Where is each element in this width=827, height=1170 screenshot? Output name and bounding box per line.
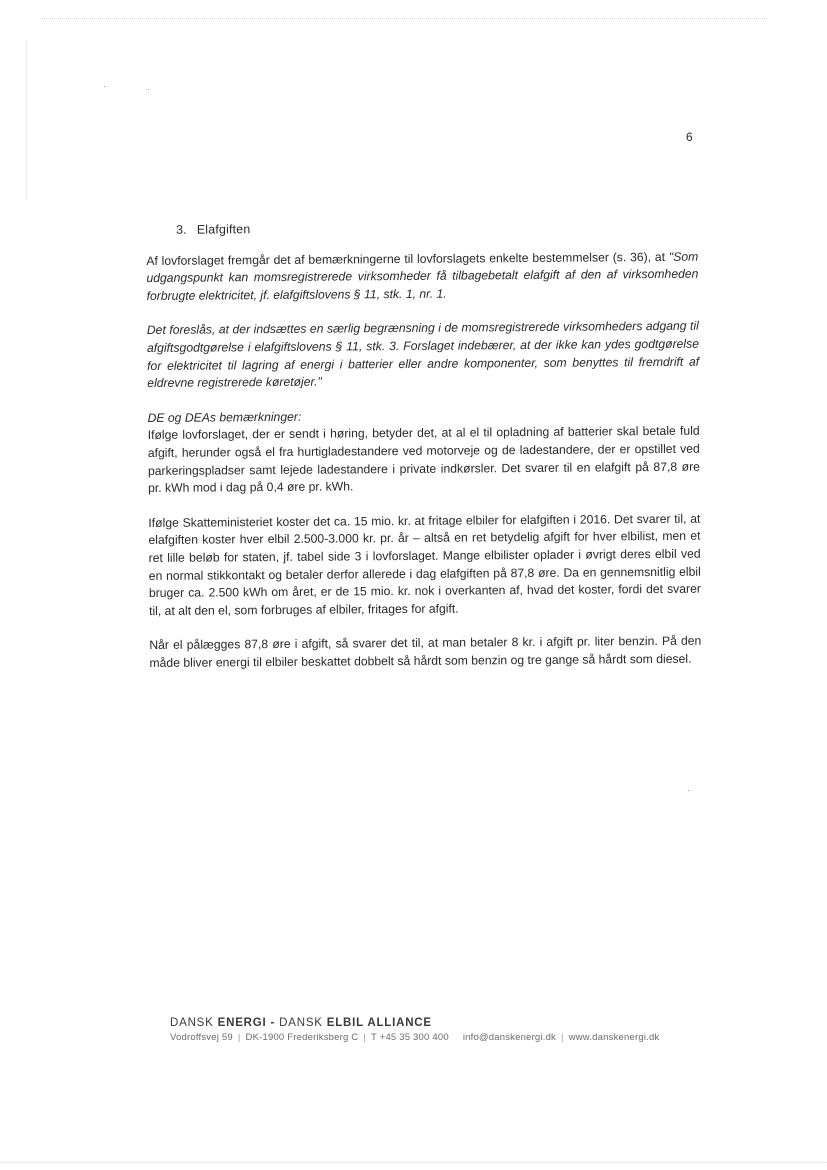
brand-word: ELBIL ALLIANCE [326,1017,432,1029]
paragraph-cost: Ifølge Skatteministeriet koster det ca. 15 mio. kr. at fritage elbiler for elafgiften i 2016. Det svarer til, at elafgiften koster hver elbil 2.500-3.000 kr. pr. år – altså en ret betydelig afgift for hver elbilist, men et ret lille beløb for staten, jf. tabel side 3 i lovforslaget. Mange elbilister oplader i øvrigt deres elbil ved en normal stikkontakt og betaler derfor allerede i dag elafgiften på 87,8 øre. Da en gennemsnitlig elbil bruger ca. 2.500 kWh om året, er de 15 mio. kr. nok i overkanten af, hvad det koster, fordi det svarer til, at alt den el, som forbruges af elbiler, fritages for afgift. [148,511,701,618]
paragraph-remarks [147,405,700,497]
scan-edge-bottom [0,1162,827,1163]
brand-word: DANSK [170,1017,218,1029]
brand-word: DANSK [279,1017,327,1029]
page-number: 6 [686,130,693,144]
footer-phone: T +45 35 300 400 [371,1032,449,1043]
scan-edge-left [26,40,27,200]
footer-address: Vodroffsvej 59 [170,1032,233,1043]
scan-edge-top [40,18,767,19]
paragraph-intro: Af lovforslaget fremgår det af bemærkningerne til lovforslagets enkelte bestemmelser (s. 36), at [146,249,669,268]
remarks-body: Ifølge lovforslaget, der er sendt i høring, betyder det, at al el til opladning af batterier skal betale fuld afgift, herunder også el fra hurtigladestandere ved motorveje og de ladestandere, der er opstillet ved parkeringspladser samt lejede ladestandere i private indkørsler. Det svarer til en elafgift på 87,8 øre pr. kWh mod i dag på 0,4 øre pr. kWh. [147,424,700,496]
paragraph-citation [146,248,698,305]
footer-city: DK-1900 Frederiksberg C [245,1032,359,1043]
quote-part-1: "Som udgangspunkt kan momsregistrerede virksomheder få tilbagebetalt elafgift af den af virksomheden forbrugte elektricitet, jf. elafgiftslovens § 11, stk. 1, nr. 1. [146,249,699,303]
section-title: Elafgiften [196,222,251,237]
scan-speck [148,89,149,90]
document-body [146,218,702,690]
footer [170,1017,730,1043]
section-heading [176,218,698,240]
footer-website: www.danskenergi.dk [568,1032,660,1043]
brand-word: ENERGI - [217,1017,280,1029]
paragraph-comparison: Når el pålægges 87,8 øre i afgift, så svarer det til, at man betaler 8 kr. i afgift pr. liter benzin. På den måde bliver energi til elbiler beskattet dobbelt så hårdt som benzin og tre gange så hårdt som diesel. [149,633,702,670]
section-number: 3. [176,222,187,237]
quote-part-2: Det foreslås, at der indsættes en særlig begrænsning i de momsregistrerede virksomheders adgang til afgiftsgodtgørelse i elafgiftslovens § 11, stk. 3. Forslaget indebærer, at der ikke kan ydes godtgørelse for elektricitet til lagring af energi i batterier eller andre komponenter, som benyttes til fremdrift af eldrevne registrerede køretøjer." [146,319,700,391]
footer-contact: Vodroffsvej 59 | DK-1900 Frederiksberg C | T +45 35 300 400 info@danskenergi.dk | www.danskenergi.dk [170,1032,660,1043]
footer-email: info@danskenergi.dk [462,1032,557,1043]
scan-speck [688,790,689,791]
scan-speck [104,86,105,87]
remarks-heading: DE og DEAs bemærkninger: [147,409,302,425]
footer-brand [170,1017,730,1029]
